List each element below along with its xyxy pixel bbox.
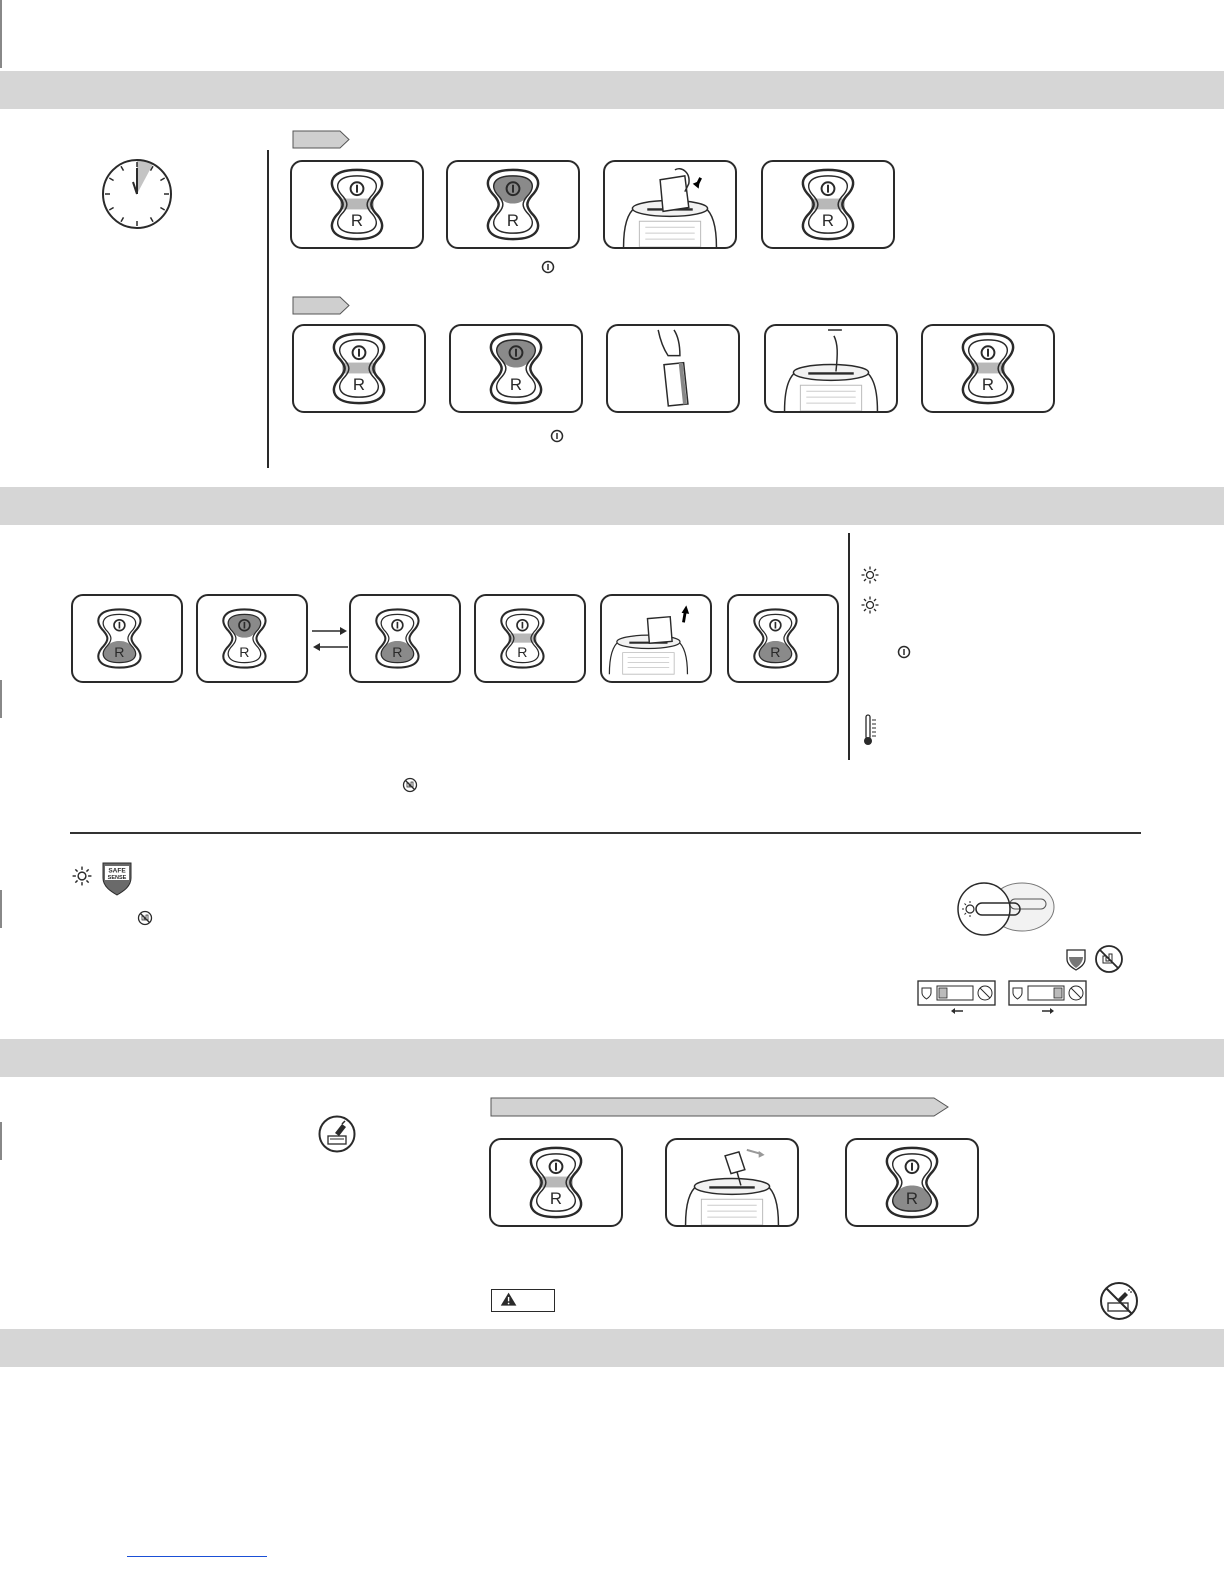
indicator-divider [848, 533, 850, 760]
safesense-switch-detail [950, 875, 1060, 945]
switch-panel [292, 324, 426, 413]
switch-panel [449, 324, 583, 413]
clock-icon [98, 155, 176, 233]
no-aerosol-icon [1099, 1281, 1139, 1321]
power-symbol-icon [541, 260, 555, 274]
no-hand-icon [1094, 944, 1124, 974]
light-indicator-icon [861, 596, 879, 614]
no-hand-icon [137, 910, 153, 926]
switch-panel [727, 594, 839, 683]
shredder-feed-panel [603, 160, 737, 249]
no-hand-icon [402, 777, 418, 793]
safesense-shield-icon [100, 860, 134, 896]
power-symbol-icon [897, 645, 911, 659]
switch-panel [761, 160, 895, 249]
oiling-step-arrow [490, 1096, 950, 1118]
switch-panel [489, 1138, 623, 1227]
section-band-3 [0, 1039, 1224, 1077]
warning-triangle-icon [491, 1289, 555, 1312]
switch-panel [845, 1138, 979, 1227]
credit-card-panel [606, 324, 740, 413]
section-divider [267, 150, 269, 468]
page-edge-mark [0, 0, 2, 68]
sensor-slider-off [917, 980, 997, 1016]
sensor-slider-on [1008, 980, 1088, 1016]
section-band-2 [0, 487, 1224, 525]
switch-panel [349, 594, 461, 683]
shredder-reverse-panel [600, 594, 712, 683]
oil-bottle-icon [318, 1115, 356, 1153]
switch-panel [71, 594, 183, 683]
oil-application-panel [665, 1138, 799, 1227]
section-band-1 [0, 71, 1224, 109]
switch-panel [446, 160, 580, 249]
power-symbol-icon [550, 429, 564, 443]
cycle-arrows [310, 622, 350, 654]
thermometer-icon [862, 714, 878, 746]
section-rule [70, 832, 1141, 834]
page-edge-mark [0, 680, 2, 718]
page-edge-mark [0, 890, 2, 928]
light-indicator-icon [861, 566, 879, 584]
safesense-shield-icon [1064, 947, 1088, 971]
safesense-line-2: SENSE [107, 875, 127, 881]
step-arrow-tag [292, 296, 350, 315]
footer-link-underline [127, 1556, 267, 1557]
section-band-4 [0, 1329, 1224, 1367]
switch-panel [474, 594, 586, 683]
switch-panel [290, 160, 424, 249]
shredder-card-panel [764, 324, 898, 413]
page-edge-mark [0, 1122, 2, 1160]
switch-panel [921, 324, 1055, 413]
step-arrow-tag [292, 130, 350, 149]
light-indicator-icon [72, 866, 92, 886]
safesense-line-1: SAFE [108, 867, 126, 875]
switch-panel [196, 594, 308, 683]
